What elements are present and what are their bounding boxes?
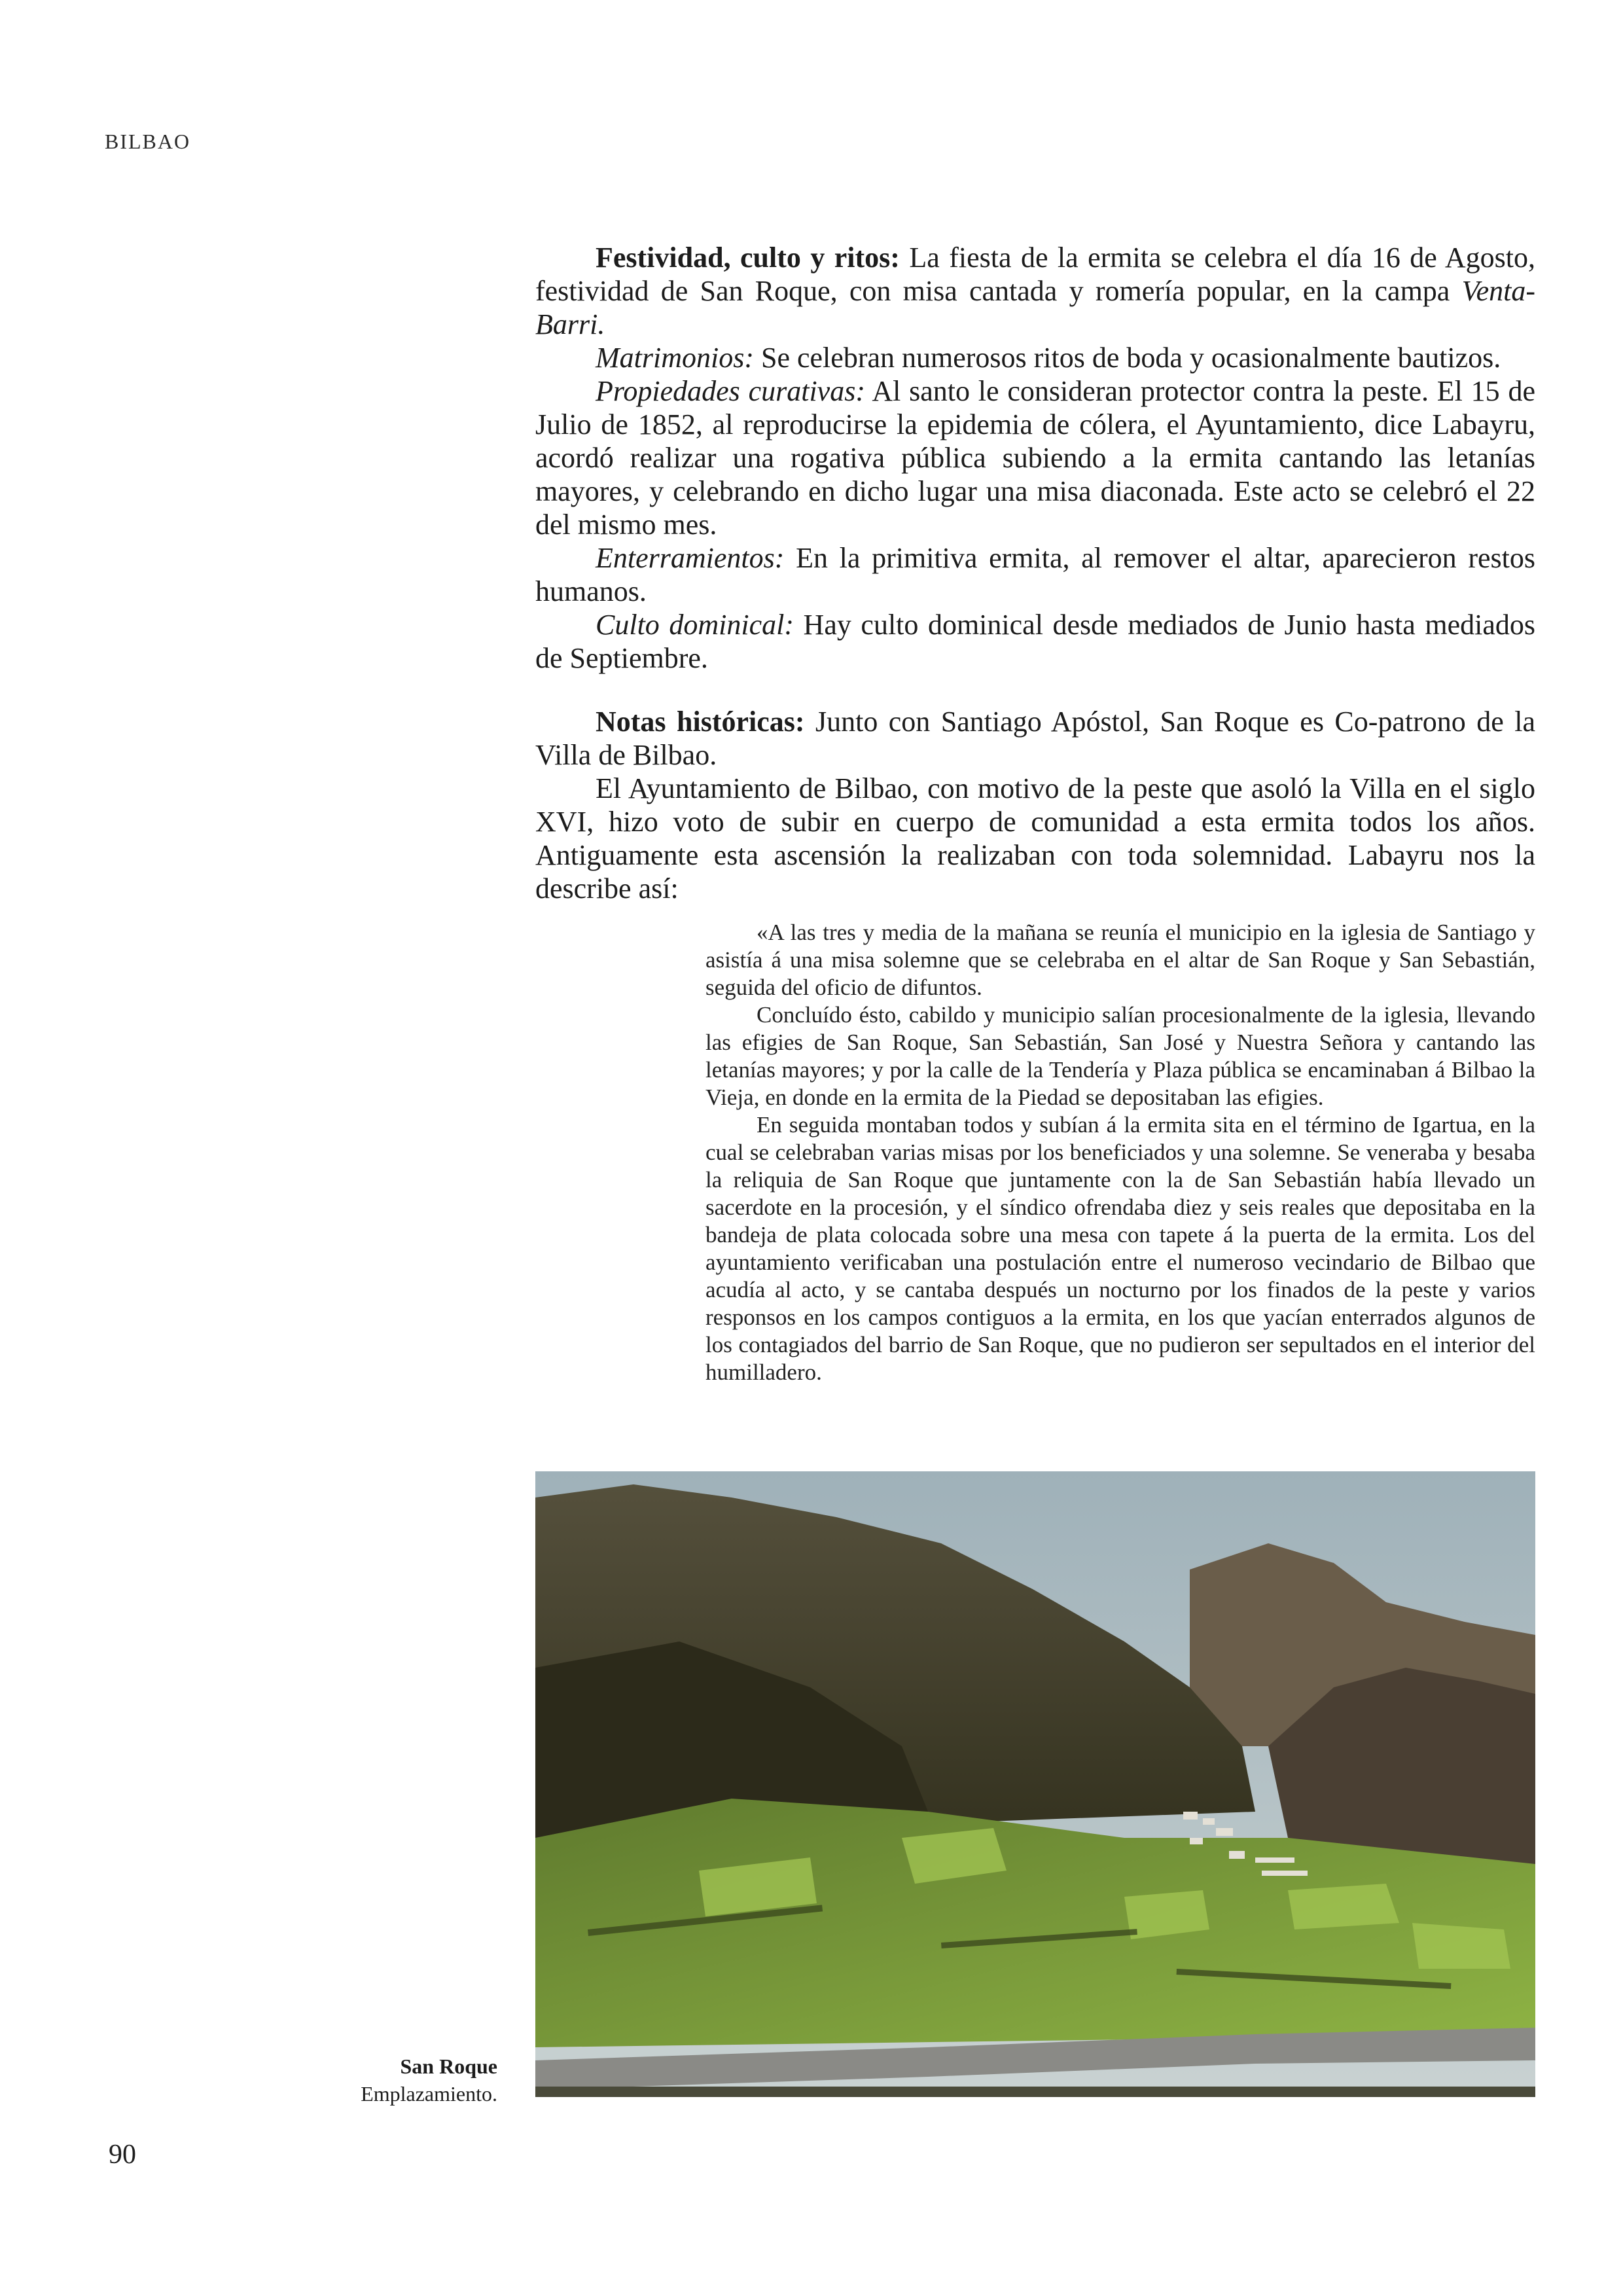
running-title: BILBAO bbox=[105, 130, 191, 153]
notas-paragraph-2: El Ayuntamiento de Bilbao, con motivo de la peste que asoló la Villa en el siglo XVI, hizo voto de subir en cuerpo de comunidad a esta ermita todos los años. Antiguamente esta ascensión la realizaban con toda solemnidad. Labayru nos la describe así: bbox=[535, 772, 1535, 905]
festividad-text: La fiesta de la ermita se celebra el día 16 de Agosto, festividad de San Roque, con misa cantada y romería popular, en la campa bbox=[535, 242, 1535, 307]
quote-paragraph-1: «A las tres y media de la mañana se reunía el municipio en la iglesia de Santiago y asistía á una misa solemne que se celebraba en el altar de San Roque y San Sebastián, seguida del oficio de difuntos. bbox=[705, 920, 1535, 1000]
notas-text: Junto con Santiago Apóstol, San Roque es Co-patrono de la Villa de Bilbao. bbox=[535, 706, 1535, 771]
enterramientos-text: En la primitiva ermita, al remover el altar, aparecieron restos humanos. bbox=[535, 542, 1535, 607]
caption-text: Emplazamiento. bbox=[361, 2082, 497, 2106]
main-text-column bbox=[535, 241, 1535, 905]
propiedades-paragraph bbox=[535, 374, 1535, 541]
quote-paragraph-2: Concluído ésto, cabildo y municipio salían procesionalmente de la iglesia, llevando las efigies de San Roque, San Sebastián, San José y Nuestra Señora y cantando las letanías mayores; y por la calle de la Tendería y Plaza pública se encaminaban á Bilbao la Vieja, en donde en la ermita de la Piedad se depositaban las efigies. bbox=[705, 1002, 1535, 1110]
matrimonios-text: Se celebran numerosos ritos de boda y ocasionalmente bautizos. bbox=[754, 342, 1501, 374]
landscape-photo bbox=[535, 1471, 1535, 2097]
enterramientos-paragraph bbox=[535, 541, 1535, 608]
culto-paragraph bbox=[535, 608, 1535, 675]
matrimonios-paragraph bbox=[535, 341, 1535, 374]
figure-caption bbox=[301, 2053, 497, 2108]
highway-verge bbox=[535, 2087, 1535, 2097]
matrimonios-label: Matrimonios: bbox=[596, 342, 754, 374]
festividad-paragraph bbox=[535, 241, 1535, 341]
festividad-heading: Festividad, culto y ritos: bbox=[596, 242, 900, 274]
valley-landscape-image bbox=[535, 1471, 1535, 2097]
notas-paragraph bbox=[535, 705, 1535, 772]
culto-text: Hay culto dominical desde mediados de Junio hasta mediados de Septiembre. bbox=[535, 609, 1536, 674]
quote-paragraph-3: En seguida montaban todos y subían á la ermita sita en el término de Igartua, en la cual se celebraban varias misas por los beneficiados y una solemne. Se veneraba y besaba la reliquia de San Roque que juntamente con la de San Sebastián había llevado un sacerdote en la procesión, y el síndico ofrendaba diez y seis reales que depositaba en la bandeja de plata colocada sobre una mesa con tapete á la puerta de la ermita. Los del ayuntamiento verificaban una postulación entre el numeroso vecindario de Bilbao que acudía al acto, y se cantaba después un nocturno por los finados de la peste y varios responsos en los campos contiguos a la ermita, en los que yacían enterrados algunos de los contagiados del barrio de San Roque, que no pudieron ser sepultados en el interior del humilladero. bbox=[705, 1112, 1535, 1385]
culto-label: Culto dominical: bbox=[596, 609, 794, 641]
propiedades-text: Al santo le consideran protector contra la peste. El 15 de Julio de 1852, al reproducirse la epidemia de cólera, el Ayuntamiento, dice Labayru, acordó realizar una rogativa pública subiendo a la ermita cantando las letanías mayores, y celebrando en dicho lugar una misa diaconada. Este acto se celebró el 22 del mismo mes. bbox=[535, 375, 1535, 541]
page-number: 90 bbox=[109, 2140, 136, 2170]
enterramientos-label: Enterramientos: bbox=[596, 542, 785, 574]
notas-heading: Notas históricas: bbox=[596, 706, 805, 738]
campa-name: Venta-Barri. bbox=[535, 275, 1535, 340]
caption-title: San Roque bbox=[400, 2054, 497, 2078]
labayru-quote bbox=[705, 919, 1535, 1386]
propiedades-label: Propiedades curativas: bbox=[596, 375, 865, 407]
